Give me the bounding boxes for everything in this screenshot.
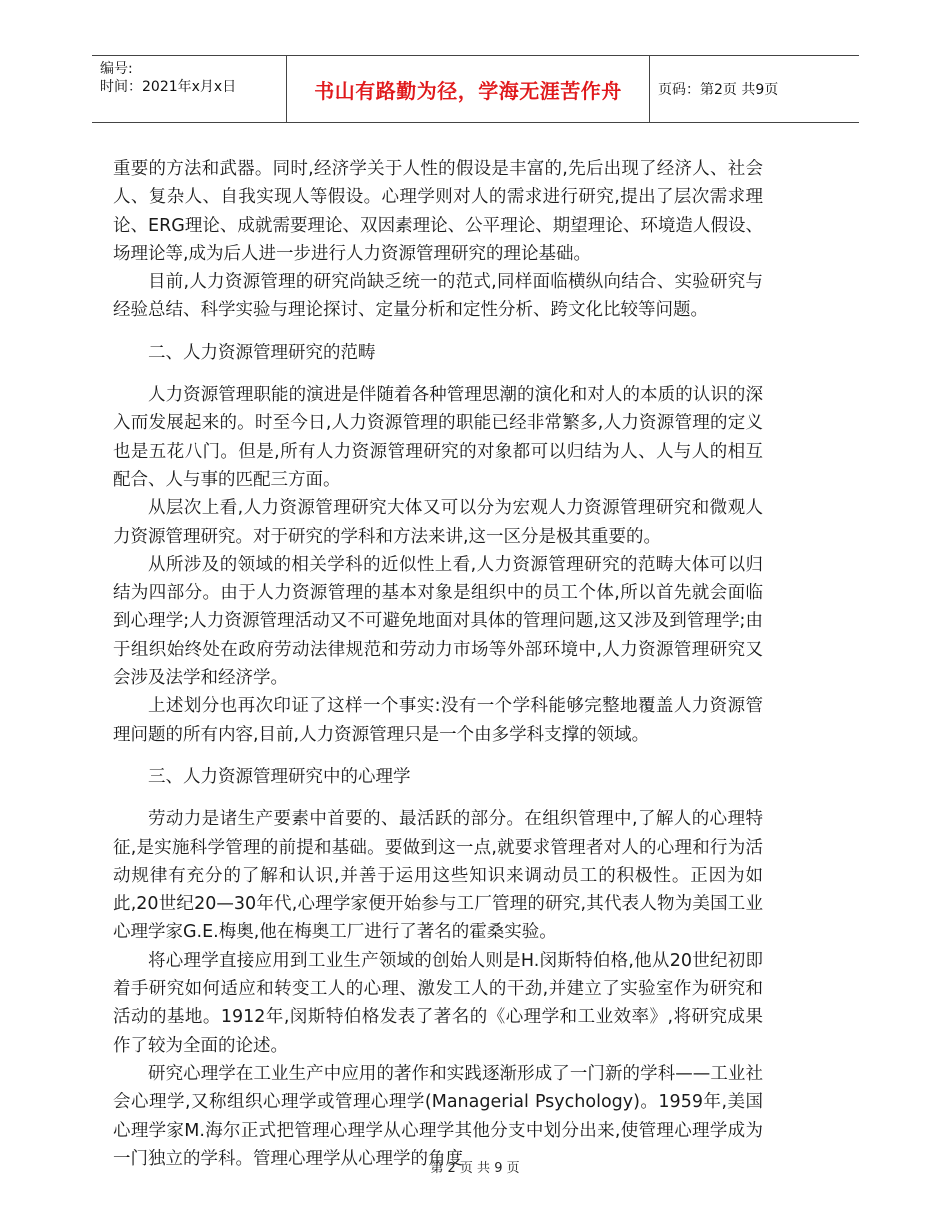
page-header (92, 55, 859, 123)
header-divider (649, 56, 650, 122)
header-meta (100, 60, 236, 96)
header-motto: 书山有路勤为径，学海无涯苦作舟 (314, 78, 622, 103)
header-page-number: 页码：第2页 共9页 (658, 82, 779, 98)
paragraph: 上述划分也再次印证了这样一个事实:没有一个学科能够完整地覆盖人力资源管理问题的所有内容,目前,人力资源管理只是一个由多学科支撑的领域。 (113, 696, 763, 745)
paragraph: 人力资源管理职能的演进是伴随着各种管理思潮的演化和对人的本质的认识的深入而发展起来的。时至今日,人力资源管理的职能已经非常繁多,人力资源管理的定义也是五花八门。但是,所有人力资源管理研究的对象都可以归结为人、人与人的相互配合、人与事的匹配三方面。 (113, 385, 763, 490)
date-label: 时间：2021年x月x日 (100, 79, 237, 95)
document-body (113, 155, 763, 1173)
doc-number-label: 编号: (100, 61, 133, 77)
paragraph: 将心理学直接应用到工业生产领域的创始人则是H.闵斯特伯格,他从20世纪初即着手研究如何适应和转变工人的心理、激发工人的干劲,并建立了实验室作为研究和活动的基地。1912年,闵斯特伯格发表了著名的《心理学和工业效率》,将研究成果作了较为全面的论述。 (113, 950, 763, 1056)
page-footer: 第 2 页 共 9 页 (430, 1161, 520, 1176)
paragraph: 研究心理学在工业生产中应用的著作和实践逐渐形成了一门新的学科——工业社会心理学,又称组织心理学或管理心理学(Managerial Psychology)。1959年,美国心理学家M.海尔正式把管理心理学从心理学其他分支中划分出来,使管理心理学成为一门独立的学科。管理心理学从心理学的角度 (113, 1063, 763, 1169)
paragraph: 从层次上看,人力资源管理研究大体又可以分为宏观人力资源管理研究和微观人力资源管理研究。对于研究的学科和方法来讲,这一区分是极其重要的。 (113, 498, 763, 547)
paragraph: 从所涉及的领域的相关学科的近似性上看,人力资源管理研究的范畴大体可以归结为四部分。由于人力资源管理的基本对象是组织中的员工个体,所以首先就会面临到心理学;人力资源管理活动又不可避免地面对具体的管理问题,这又涉及到管理学;由于组织始终处在政府劳动法律规范和劳动力市场等外部环境中,人力资源管理研究又会涉及法学和经济学。 (113, 554, 763, 689)
paragraph: 重要的方法和武器。同时,经济学关于人性的假设是丰富的,先后出现了经济人、社会人、复杂人、自我实现人等假设。心理学则对人的需求进行研究,提出了层次需求理论、ERG理论、成就需要理论、双因素理论、公平理论、期望理论、环境造人假设、场理论等,成为后人进一步进行人力资源管理研究的理论基础。 (113, 159, 763, 264)
paragraph: 劳动力是诸生产要素中首要的、最活跃的部分。在组织管理中,了解人的心理特征,是实施科学管理的前提和基础。要做到这一点,就要求管理者对人的心理和行为活动规律有充分的了解和认识,并善于运用这些知识来调动员工的积极性。正因为如此,20世纪20—30年代,心理学家便开始参与工厂管理的研究,其代表人物为美国工业心理学家G.E.梅奥,他在梅奥工厂进行了著名的霍桑实验。 (113, 809, 763, 943)
paragraph: 目前,人力资源管理的研究尚缺乏统一的范式,同样面临横纵向结合、实验研究与经验总结、科学实验与理论探讨、定量分析和定性分析、跨文化比较等问题。 (113, 272, 763, 321)
section-heading: 三、人力资源管理研究中的心理学 (148, 766, 411, 787)
section-heading: 二、人力资源管理研究的范畴 (148, 342, 376, 363)
